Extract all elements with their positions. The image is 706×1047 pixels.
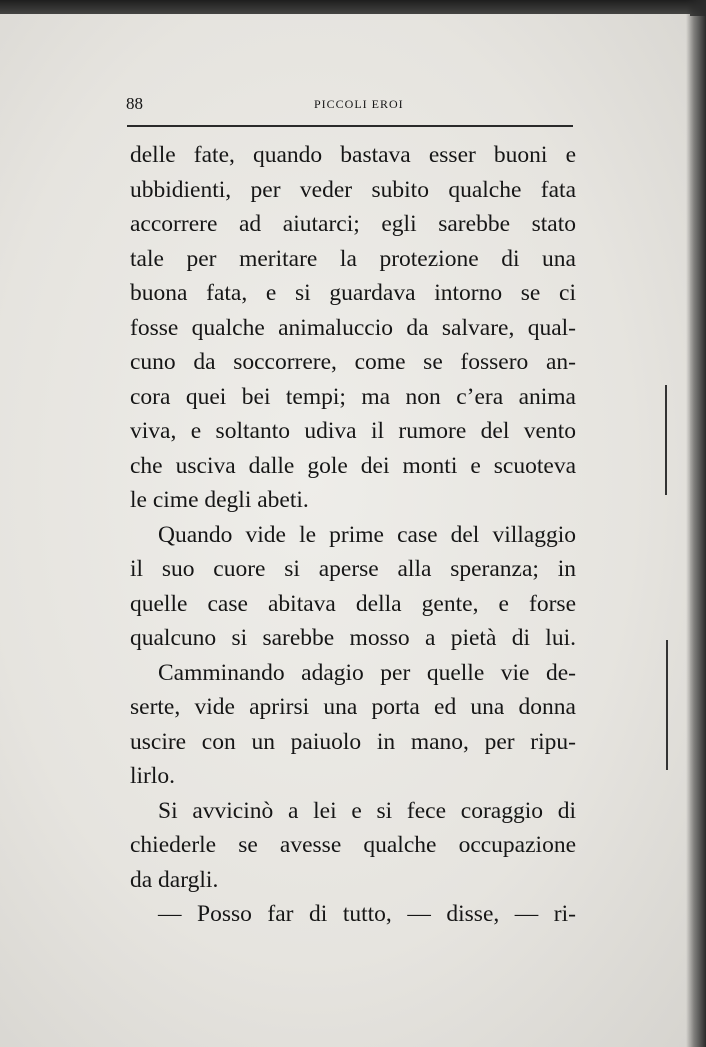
text-line: viva, e soltanto udiva il rumore del vento <box>130 418 576 444</box>
text-line: Quando vide le prime case del villaggio <box>158 521 576 548</box>
text-line: ubbidienti, per veder subito qualche fata <box>130 176 576 203</box>
text-line: lirlo. <box>130 763 176 789</box>
text-line: il suo cuore si aperse alla speranza; in <box>130 556 576 582</box>
text-line: — Posso far di tutto, — disse, — ri- <box>158 901 576 927</box>
margin-mark <box>665 385 667 495</box>
text-line: delle fate, quando bastava esser buoni e <box>130 142 576 168</box>
margin-mark <box>666 640 668 770</box>
header-rule <box>127 125 573 127</box>
text-line: che usciva dalle gole dei monti e scuoteva <box>130 452 576 479</box>
text-line: cora quei bei tempi; ma non c’era anima <box>130 383 576 410</box>
text-line: tale per meritare la protezione di una <box>130 245 576 272</box>
text-line: uscire con un paiuolo in mano, per ripu- <box>130 728 576 755</box>
text-line: fosse qualche animaluccio da salvare, qual- <box>130 314 576 341</box>
text-line: buona fata, e si guardava intorno se ci <box>130 280 576 306</box>
text-line: le cime degli abeti. <box>130 487 309 513</box>
page-header <box>126 94 572 118</box>
scan-right-edge <box>686 0 706 1047</box>
text-line: serte, vide aprirsi una porta ed una donna <box>130 694 576 720</box>
text-line: accorrere ad aiutarci; egli sarebbe stato <box>130 211 576 237</box>
text-line: Si avvicinò a lei e si fece coraggio di <box>158 797 576 824</box>
text-line: qualcuno si sarebbe mosso a pietà di lui. <box>130 625 576 651</box>
running-title: PICCOLI EROI <box>314 97 404 111</box>
text-line: da dargli. <box>130 866 219 893</box>
text-line: chiederle se avesse qualche occupazione <box>130 832 576 858</box>
text-line: quelle case abitava della gente, e forse <box>130 590 576 617</box>
text-line: cuno da soccorrere, come se fossero an- <box>130 349 576 375</box>
text-line: Camminando adagio per quelle vie de- <box>158 659 576 686</box>
page-number: 88 <box>126 94 143 113</box>
body-text <box>130 138 576 932</box>
